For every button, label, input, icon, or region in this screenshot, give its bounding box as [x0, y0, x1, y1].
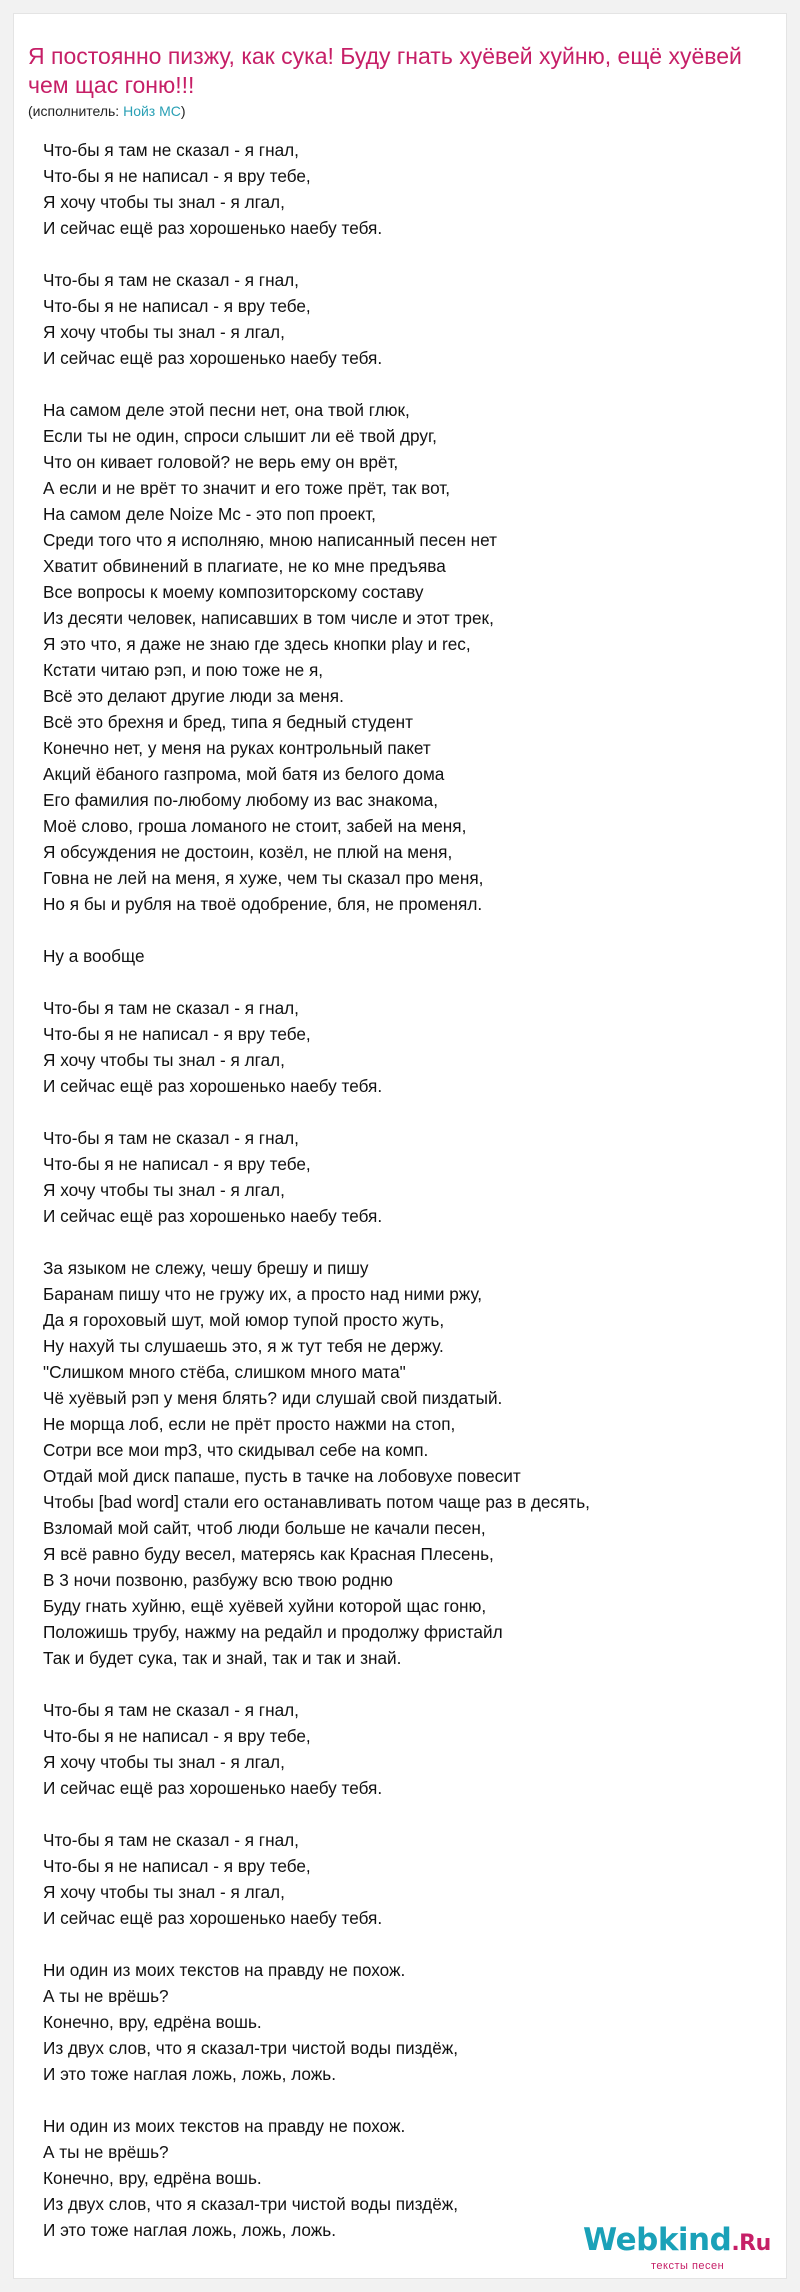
lyrics-line: Я всё равно буду весел, матерясь как Красная Плесень, [43, 1544, 494, 1564]
logo-web: Web [583, 2222, 658, 2258]
lyrics-line: И сейчас ещё раз хорошенько наебу тебя. [43, 1076, 383, 1096]
lyrics-line: На самом деле этой песни нет, она твой глюк, [43, 400, 410, 420]
lyrics-line: А ты не врёшь? [43, 1986, 169, 2006]
song-title: Я постоянно пизжу, как сука! Буду гнать хуёвей хуйню, ещё хуёвей чем щас гоню!!! [28, 43, 742, 98]
lyrics-line: Я хочу чтобы ты знал - я лгал, [43, 1752, 285, 1772]
lyrics-line: Положишь трубу, нажму на редайл и продолжу фристайл [43, 1622, 503, 1642]
lyrics-line: Что-бы я не написал - я вру тебе, [43, 1856, 311, 1876]
lyrics-line: Я хочу чтобы ты знал - я лгал, [43, 1050, 285, 1070]
lyrics-line: И сейчас ещё раз хорошенько наебу тебя. [43, 348, 383, 368]
lyrics-line: Всё это брехня и бред, типа я бедный студент [43, 712, 413, 732]
lyrics-line: Сотри все мои mp3, что скидывал себе на комп. [43, 1440, 429, 1460]
lyrics-line: Все вопросы к моему композиторскому составу [43, 582, 424, 602]
lyrics-line: Из двух слов, что я сказал-три чистой воды пиздёж, [43, 2038, 459, 2058]
lyrics-line: Ни один из моих текстов на правду не похож. [43, 2116, 406, 2136]
lyrics-line: В 3 ночи позвоню, разбужу всю твою родню [43, 1570, 393, 1590]
lyrics-line: Не морща лоб, если не прёт просто нажми на стоп, [43, 1414, 456, 1434]
lyrics-line: Я это что, я даже не знаю где здесь кнопки play и rec, [43, 634, 471, 654]
lyrics-stanza [43, 1125, 763, 1229]
webkind-logo[interactable] [583, 2224, 773, 2272]
lyrics-line: Что-бы я не написал - я вру тебе, [43, 1154, 311, 1174]
lyrics-line: Моё слово, гроша ломаного не стоит, забей на меня, [43, 816, 467, 836]
logo-ru: .Ru [731, 2231, 771, 2256]
lyrics-line: Кстати читаю рэп, и пою тоже не я, [43, 660, 324, 680]
lyrics-line: И сейчас ещё раз хорошенько наебу тебя. [43, 218, 383, 238]
lyrics-line: Что-бы я там не сказал - я гнал, [43, 1830, 299, 1850]
lyrics-line: Но я бы и рубля на твоё одобрение, бля, не променял. [43, 894, 483, 914]
lyrics-line: Я хочу чтобы ты знал - я лгал, [43, 1180, 285, 1200]
lyrics-line: Взломай мой сайт, чтоб люди больше не качали песен, [43, 1518, 486, 1538]
lyrics-line: Ни один из моих текстов на правду не похож. [43, 1960, 406, 1980]
lyrics-line: Я хочу чтобы ты знал - я лгал, [43, 322, 285, 342]
lyrics-line: Что он кивает головой? не верь ему он врёт, [43, 452, 399, 472]
lyrics-line: Да я гороховый шут, мой юмор тупой просто жуть, [43, 1310, 445, 1330]
lyrics-line: Что-бы я не написал - я вру тебе, [43, 166, 311, 186]
lyrics-stanza [43, 397, 763, 917]
lyrics-stanza [43, 137, 763, 241]
logo-kind: kind [657, 2222, 732, 2258]
lyrics-stanza [43, 943, 763, 969]
lyrics-line: Среди того что я исполняю, мною написанный песен нет [43, 530, 498, 550]
lyrics-line: Так и будет сука, так и знай, так и так и знай. [43, 1648, 402, 1668]
lyrics-line: Из десяти человек, написавших в том числе и этот трек, [43, 608, 494, 628]
lyrics-line: На самом деле Noize Mc - это поп проект, [43, 504, 376, 524]
lyrics-line: Что-бы я не написал - я вру тебе, [43, 1726, 311, 1746]
lyrics-stanza [43, 1697, 763, 1801]
lyrics-line: Что-бы я там не сказал - я гнал, [43, 998, 299, 1018]
lyrics-line: Конечно, вру, едрёна вошь. [43, 2012, 262, 2032]
lyrics-line: Всё это делают другие люди за меня. [43, 686, 344, 706]
lyrics-line: Из двух слов, что я сказал-три чистой воды пиздёж, [43, 2194, 459, 2214]
lyrics-line: Конечно нет, у меня на руках контрольный пакет [43, 738, 431, 758]
lyrics-line: Чё хуёвый рэп у меня блять? иди слушай свой пиздатый. [43, 1388, 503, 1408]
lyrics-line: Что-бы я не написал - я вру тебе, [43, 1024, 311, 1044]
artist-prefix: (исполнитель: [28, 103, 124, 119]
lyrics-line: Его фамилия по-любому любому из вас знакома, [43, 790, 438, 810]
lyrics-stanza [43, 267, 763, 371]
lyrics-stanza [43, 1255, 763, 1671]
lyrics-line: Что-бы я не написал - я вру тебе, [43, 296, 311, 316]
lyrics-line: А ты не врёшь? [43, 2142, 169, 2162]
lyrics-line: Я хочу чтобы ты знал - я лгал, [43, 1882, 285, 1902]
lyrics-line: "Слишком много стёба, слишком много мата" [43, 1362, 406, 1382]
lyrics-line: Хватит обвинений в плагиате, не ко мне предъява [43, 556, 446, 576]
artist-suffix: ) [180, 103, 186, 119]
lyrics-line: Что-бы я там не сказал - я гнал, [43, 1700, 299, 1720]
logo-tagline: тексты песен [651, 2260, 725, 2272]
lyrics-line: Отдай мой диск папаше, пусть в тачке на лобовухе повесит [43, 1466, 521, 1486]
lyrics-line: И сейчас ещё раз хорошенько наебу тебя. [43, 1908, 383, 1928]
lyrics-line: И это тоже наглая ложь, ложь, ложь. [43, 2064, 337, 2084]
lyrics-line: Чтобы [bad word] стали его останавливать потом чаще раз в десять, [43, 1492, 590, 1512]
lyrics-line: Что-бы я там не сказал - я гнал, [43, 140, 299, 160]
lyrics-line: Что-бы я там не сказал - я гнал, [43, 1128, 299, 1148]
lyrics-line: Я обсуждения не достоин, козёл, не плюй на меня, [43, 842, 453, 862]
artist-line [28, 102, 186, 120]
lyrics-line: Баранам пишу что не гружу их, а просто над ними ржу, [43, 1284, 483, 1304]
lyrics-line: Если ты не один, спроси слышит ли её твой друг, [43, 426, 437, 446]
lyrics-line: И сейчас ещё раз хорошенько наебу тебя. [43, 1778, 383, 1798]
lyrics-line: Акций ёбаного газпрома, мой батя из белого дома [43, 764, 445, 784]
lyrics-stanza [43, 995, 763, 1099]
lyrics-line: Буду гнать хуйню, ещё хуёвей хуйни которой щас гоню, [43, 1596, 487, 1616]
lyrics-line: Говна не лей на меня, я хуже, чем ты сказал про меня, [43, 868, 484, 888]
lyrics-body [43, 137, 763, 2269]
artist-link[interactable]: Нойз MC [123, 103, 181, 119]
lyrics-line: И сейчас ещё раз хорошенько наебу тебя. [43, 1206, 383, 1226]
lyrics-line: Конечно, вру, едрёна вошь. [43, 2168, 262, 2188]
lyrics-stanza [43, 1827, 763, 1931]
lyrics-line: И это тоже наглая ложь, ложь, ложь. [43, 2220, 337, 2240]
lyrics-line: За языком не слежу, чешу брешу и пишу [43, 1258, 369, 1278]
lyrics-line: Ну нахуй ты слушаешь это, я ж тут тебя не держу. [43, 1336, 444, 1356]
lyrics-line: Что-бы я там не сказал - я гнал, [43, 270, 299, 290]
lyrics-stanza [43, 1957, 763, 2087]
logo-wordmark [583, 2224, 773, 2260]
lyrics-line: А если и не врёт то значит и его тоже прёт, так вот, [43, 478, 451, 498]
lyrics-line: Я хочу чтобы ты знал - я лгал, [43, 192, 285, 212]
lyrics-line: Ну а вообще [43, 946, 145, 966]
